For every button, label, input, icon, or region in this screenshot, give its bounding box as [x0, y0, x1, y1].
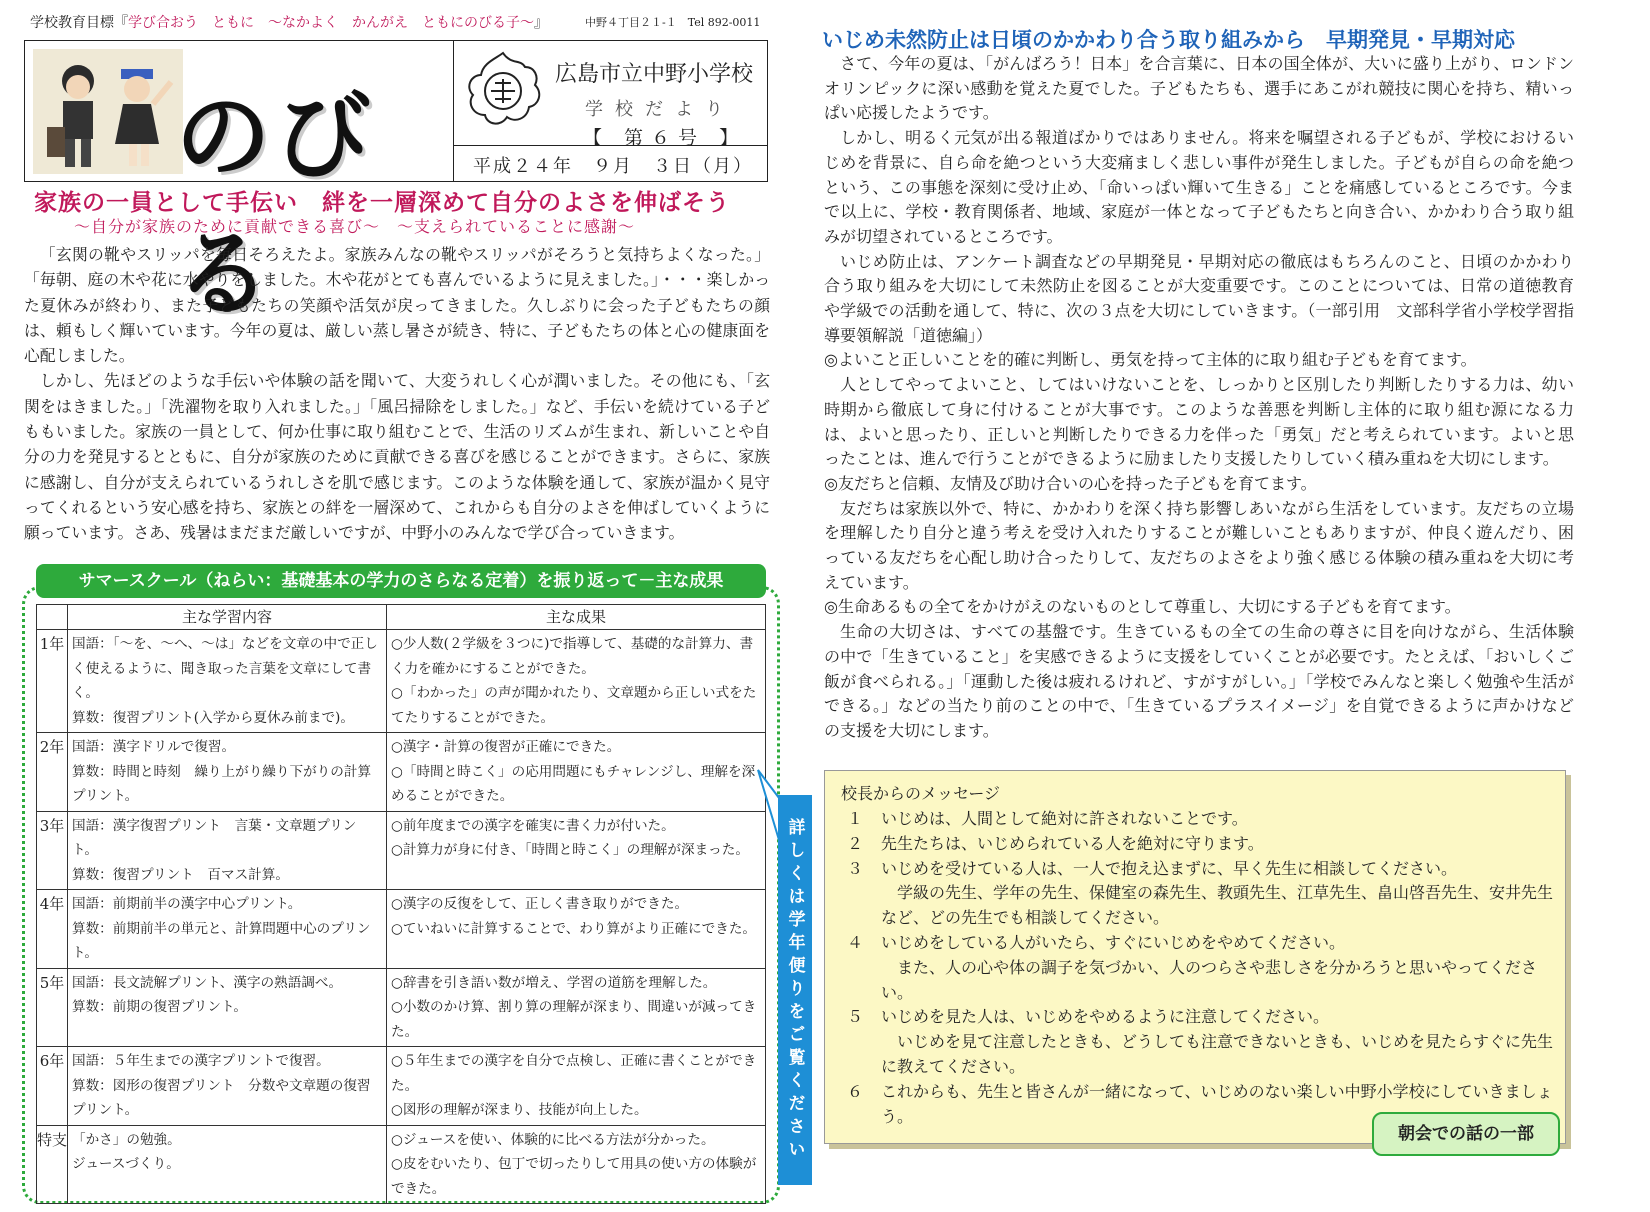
- message-item-text: 先生たちは、いじめられている人を絶対に守ります。: [881, 833, 1264, 853]
- table-row: [37, 1047, 766, 1126]
- right-paragraph: 生命の大切さは、すべての基盤です。生きているもの全ての生命の尊さに目を向けながら、生活体験の中で「生きていること」を実感できるように支援をしていくことが必要です。たとえば、「おいしくご飯が食べられる。」「運動した後は疲れるけれど、すがすがしい。」「学校でみんなと楽しく勉強や生活ができる。」などの当たり前のことの中で、「生きているプラスイメージ」を自覚できるように声かけなどの支援を大切にします。: [824, 622, 1574, 740]
- left-paragraph: 「玄関の靴やスリッパを毎日そろえたよ。家族みんなの靴やスリッパがそろうと気持ちよくなった。」「毎朝、庭の木や花に水やりをしました。木や花がとても喜んでいるように見えました。」・・・楽しかった夏休みが終わり、また子どもたちの笑顔や活気が戻ってきました。久しぶりに会った子どもたちの顔は、頼もしく輝いています。今年の夏は、厳しい蒸し暑さが続き、特に、子どもたちの体と心の健康面を心配しました。: [24, 245, 770, 366]
- message-item-text: いじめを受けている人は、一人で抱え込まずに、早く先生に相談してください。: [881, 858, 1458, 878]
- right-paragraph: 友だちは家族以外で、特に、かかわりを深く持ち影響しあいながら生活をしています。友だちの立場を理解したり自分と違う考えを受け入れたりすることが難しいこともありますが、仲良く遊んだり、困っている友だちを心配し助け合ったりして、友だちのよさをより強く感じる体験の積み重ねを大切に考えています。: [824, 498, 1574, 592]
- result-entry: ○前年度までの漢字を確実に書く力が付いた。: [391, 817, 675, 834]
- content-entry: 算数：図形の復習プリント 分数や文章題の復習プリント。: [72, 1077, 371, 1118]
- policy-point: ◎生命あるもの全てをかけがえのないものとして尊重し、大切にする子どもを育てます。: [824, 597, 1461, 617]
- table-row: [37, 890, 766, 969]
- content-entry: 国語：「～を、～へ、～は」などを文章の中で正しく使えるように、聞き取った言葉を文章にして書く。: [72, 636, 378, 701]
- motto-main: 学び合おう ともに ～なかよく かんがえ ともにのびる子～: [128, 15, 534, 31]
- message-item-content: [881, 1005, 1559, 1079]
- content-cell: [68, 733, 387, 812]
- message-item-detail: いじめを見て注意したときも、どうしても注意できないときも、いじめを見たらすぐに先生に教えてください。: [881, 1032, 1554, 1076]
- table-header-row: [37, 605, 766, 630]
- content-entry: 算数：前期の復習プリント。: [72, 999, 247, 1015]
- message-item-number: ２: [847, 833, 864, 853]
- children-illustration-icon: [33, 49, 183, 174]
- message-item-number: ４: [847, 932, 864, 952]
- right-paragraph: いじめ防止は、アンケート調査などの早期発見・早期対応の徹底はもちろんのこと、日頃のかかわり合う取り組みを大切にして未然防止を図ることが大変重要です。このことについては、日常の道徳教育や学級での活動を通して、特に、次の３点を大切にしていきます。（一部引用 文部科学省小学校学習指導要領解説「道徳編」）: [824, 251, 1574, 345]
- message-item-detail: また、人の心や体の調子を気づかい、人のつらさや悲しさを分かろうと思いやってください。: [881, 957, 1538, 1002]
- policy-point: ◎友だちと信頼、友情及び助け合いの心を持った子どもを育てます。: [824, 473, 1317, 493]
- table-row: [37, 968, 766, 1047]
- message-title: 校長からのメッセージ: [841, 784, 1001, 803]
- results-cell: [387, 1047, 766, 1126]
- message-list: [847, 807, 1559, 1129]
- grade-header: [37, 605, 68, 630]
- principal-message-box: [824, 770, 1566, 1144]
- message-item-text: いじめを見た人は、いじめをやめるように注意してください。: [881, 1007, 1330, 1027]
- content-entry: 算数：復習プリント 百マス計算。: [72, 866, 289, 883]
- results-cell: [387, 630, 766, 733]
- content-entry: 国語：長文読解プリント、漢字の熟語調べ。: [72, 974, 343, 991]
- result-entry: ○少人数(２学級を３つに)で指導して、基礎的な計算力、書く力を確かにすることができた。: [391, 636, 754, 677]
- message-item-content: [881, 832, 1559, 857]
- grade-cell: 3年: [37, 811, 68, 890]
- content-entry: 国語：漢字復習プリント 言葉・文章題プリント。: [72, 817, 357, 858]
- newsletter-title: のびる: [175, 80, 375, 330]
- content-entry: 算数：復習プリント(入学から夏休み前まで)。: [72, 709, 354, 726]
- content-entry: ジュースづくり。: [72, 1156, 180, 1172]
- message-item-detail: 学級の先生、学年の先生、保健室の森先生、教頭先生、江草先生、畠山啓吾先生、安井先生など、どの先生でも相談してください。: [881, 883, 1554, 928]
- summer-school-table: [36, 604, 766, 1204]
- table-row: [37, 733, 766, 812]
- table-row: [37, 1125, 766, 1204]
- message-item-content: [881, 857, 1559, 931]
- results-header: 主な成果: [387, 605, 766, 630]
- results-cell: [387, 811, 766, 890]
- content-entry: 算数：前期前半の単元と、計算問題中心のプリント。: [72, 920, 371, 961]
- result-entry: ○小数のかけ算、割り算の理解が深まり、間違いが減ってきた。: [391, 999, 757, 1040]
- right-paragraph: しかし、明るく元気が出る報道ばかりではありません。将来を嘱望される子どもが、学校におけるいじめを背景に、自ら命を絶つという大変痛ましく悲しい事件が発生しました。子どもが自らの命を絶つという、この事態を深刻に受け止め、「命いっぱい輝いて生きる」ことを痛感しているところです。今まで以上に、学校・教育関係者、地域、家庭が一体となって子どもたちと向き合い、かかわり合う取り組みが切望されているところです。: [824, 128, 1574, 246]
- content-entry: 算数：時間と時刻 繰り上がり繰り下がりの計算プリント。: [72, 763, 372, 804]
- policy-point: ◎よいこと正しいことを的確に判断し、勇気を持って主体的に取り組む子どもを育てます。: [824, 350, 1477, 370]
- message-item: [847, 807, 1559, 832]
- content-cell: [68, 968, 387, 1047]
- grade-cell: 1年: [37, 630, 68, 733]
- message-item-text: いじめは、人間として絶対に許されないことです。: [881, 809, 1248, 828]
- message-item: [847, 1005, 1559, 1079]
- assembly-speech-tag: 朝会での話の一部: [1372, 1112, 1560, 1156]
- message-item-text: これからも、先生と皆さんが一緒になって、いじめのない楽しい中野小学校にしていきましょう。: [881, 1081, 1553, 1126]
- left-article-body: [24, 242, 770, 546]
- message-item: [847, 857, 1559, 931]
- message-item-text: いじめをしている人がいたら、すぐにいじめをやめてください。: [881, 932, 1346, 952]
- summer-school-banner: サマースクール（ねらい：基礎基本の学力のさらなる定着）を振り返って－主な成果: [36, 564, 766, 598]
- issue-date: 平成２４年 ９月 ３日（月）: [473, 156, 753, 177]
- content-entry: 国語：漢字ドリルで復習。: [72, 739, 236, 755]
- message-item-number: ６: [847, 1081, 864, 1101]
- content-cell: [68, 630, 387, 733]
- school-emblem-icon: [461, 49, 545, 133]
- results-cell: [387, 890, 766, 969]
- message-item-content: [881, 931, 1559, 1005]
- left-article-subheading: ～自分が家族のために貢献できる喜び～ ～支えられていることに感謝～: [74, 217, 636, 236]
- grade-cell: 5年: [37, 968, 68, 1047]
- result-entry: ○図形の理解が深まり、技能が向上した。: [391, 1102, 648, 1118]
- message-item-number: ３: [847, 858, 864, 878]
- table-row: [37, 811, 766, 890]
- result-entry: ○皮をむいたり、包丁で切ったりして用具の使い方の体験ができた。: [391, 1156, 757, 1197]
- school-name: 広島市立中野小学校: [555, 62, 754, 87]
- right-paragraph: 人としてやってよいこと、してはいけないことを、しっかりと区別したり判断したりする力は、幼い時期から徹底して身に付けることが大事です。このような善悪を判断し主体的に取り組む源になる力は、よいと思ったり、正しいと判断したりできる力を伴った「勇気」だと考えられています。よいと思ったことは、進んで行うことができるように励ましたり支援したりしていく積み重ねを大切にします。: [824, 375, 1574, 469]
- result-entry: ○計算力が身に付き、「時間と時こく」の理解が深まった。: [391, 842, 749, 858]
- school-motto: 学校教育目標『学び合おう ともに ～なかよく かんがえ ともにのびる子～』: [30, 15, 548, 31]
- grade-cell: 6年: [37, 1047, 68, 1126]
- grade-cell: 特支: [37, 1125, 68, 1204]
- message-item-number: ５: [847, 1007, 864, 1027]
- left-article-heading: 家族の一員として手伝い 絆を一層深めて自分のよさを伸ばそう: [34, 189, 730, 216]
- content-entry: 国語：前期前半の漢字中心プリント。: [72, 896, 302, 912]
- result-entry: ○５年生までの漢字を自分で点検し、正確に書くことができた。: [391, 1053, 757, 1094]
- results-cell: [387, 1125, 766, 1204]
- content-cell: [68, 890, 387, 969]
- result-entry: ○漢字・計算の復習が正確にできた。: [391, 739, 621, 755]
- result-entry: ○辞書を引き語い数が増え、学習の道筋を理解した。: [391, 974, 717, 991]
- content-entry: 国語：５年生までの漢字プリントで復習。: [72, 1053, 330, 1069]
- grade-cell: 4年: [37, 890, 68, 969]
- results-cell: [387, 968, 766, 1047]
- grade-cell: 2年: [37, 733, 68, 812]
- date-row: [453, 145, 767, 182]
- message-item: [847, 832, 1559, 857]
- newsletter-type: 学校だより: [585, 99, 735, 120]
- right-article-body: [824, 52, 1574, 744]
- summer-table-body: [37, 630, 766, 1204]
- table-row: [37, 630, 766, 733]
- message-item: [847, 931, 1559, 1005]
- left-paragraph: しかし、先ほどのような手伝いや体験の話を聞いて、大変うれしく心が潤いました。その他にも、「玄関をはきました。」「洗濯物を取り入れました。」「風呂掃除をしました。」など、手伝いを続けている子どももいました。家族の一員として、何か仕事に取り組むことで、生活のリズムが生まれ、新しいことや自分の力を発見するとともに、自分が家族のために貢献できる喜びを感じることができます。さらに、家族に感謝し、自分が支えられているうれしさを肌で感じます。このような体験を通して、家族が温かく見守ってくれるという安心感を持ち、家族との絆を一層深めて、これからも自分のよさを伸ばしていくように願っています。さあ、残暑はまだまだ厳しいですが、中野小のみんなで学び合っていきます。: [24, 371, 770, 543]
- message-item-content: [881, 807, 1559, 832]
- result-entry: ○「わかった」の声が聞かれたり、文章題から正しい式をたてたりすることができた。: [391, 685, 757, 726]
- result-entry: ○ていねいに計算することで、わり算がより正確にできた。: [391, 920, 757, 937]
- grade-newsletter-note: 詳しくは学年便りをご覧ください: [778, 795, 812, 1185]
- content-cell: [68, 811, 387, 890]
- message-item-number: １: [847, 809, 864, 828]
- content-entry: 「かさ」の勉強。: [72, 1131, 181, 1148]
- right-paragraph: さて、今年の夏は、「がんばろう！日本」を合言葉に、日本の国全体が、大いに盛り上がり、ロンドンオリンピックに深い感動を覚えた夏でした。子どもたちも、選手にあこがれ競技に関心を持ち、精いっぱい応援したようです。: [824, 54, 1574, 123]
- result-entry: ○漢字の反復をして、正しく書き取りができた。: [391, 896, 689, 912]
- result-entry: ○「時間と時こく」の応用問題にもチャレンジし、理解を深めることができた。: [391, 763, 756, 804]
- school-address: 中野４丁目２１-１ Tel 892-0011: [585, 16, 761, 29]
- right-article-heading: いじめ未然防止は日頃のかかわり合う取り組みから 早期発見・早期対応: [822, 28, 1515, 52]
- result-entry: ○ジュースを使い、体験的に比べる方法が分かった。: [391, 1131, 715, 1148]
- results-cell: [387, 733, 766, 812]
- content-cell: [68, 1047, 387, 1126]
- content-header: 主な学習内容: [68, 605, 387, 630]
- issue-number: 【 第６号 】: [583, 127, 747, 149]
- content-cell: [68, 1125, 387, 1204]
